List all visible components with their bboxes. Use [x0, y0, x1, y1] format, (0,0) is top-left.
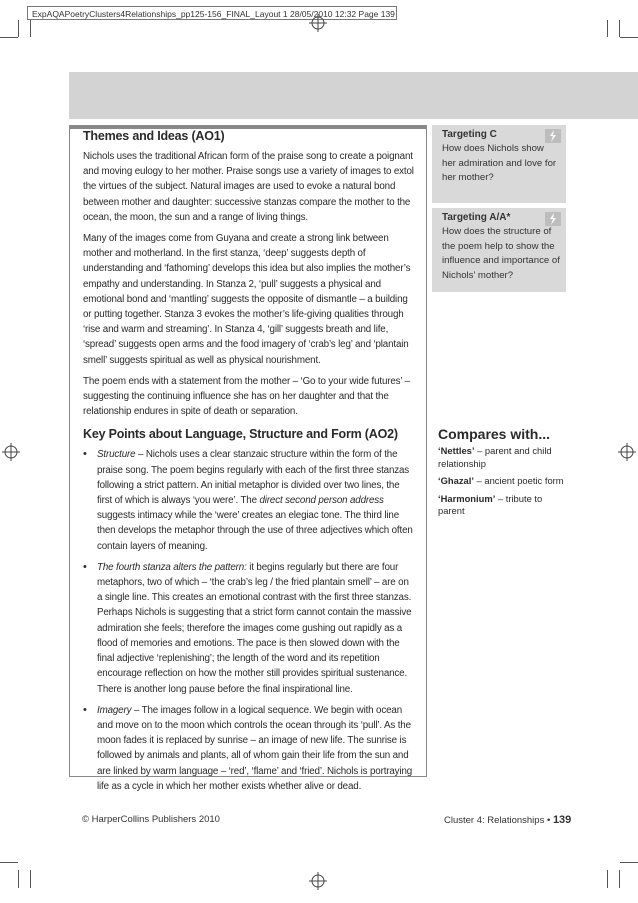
crop-mark: [18, 870, 19, 888]
registration-mark-icon: [309, 872, 327, 890]
box-heading: Targeting C: [442, 129, 497, 140]
crop-mark: [18, 20, 19, 37]
paragraph: The poem ends with a statement from the mother – ‘Go to your wide futures’ – suggesting the continuing influence she has on her daughter and that the relationship endures in spite of death or separation.: [83, 375, 410, 418]
crop-mark: [619, 870, 620, 888]
page-footer: Cluster 4: Relationships • 139: [444, 814, 572, 826]
paragraph: Nichols uses the traditional African form of the praise song to create a poignant and moving eulogy to her mother. Praise songs use a variety of images to extol the virtues of the subject. Natural images are used to evoke a natural bond between mother and daughter: successive stanzas compare the mother to the ocean, the moon, the sun and a range of living things.: [83, 151, 414, 223]
lightning-icon: [545, 212, 561, 226]
box-body: How does Nichols show her admiration and love for her mother?: [442, 143, 557, 183]
crop-mark: [620, 37, 638, 38]
crop-mark: [607, 20, 608, 37]
page-number: 139: [552, 814, 572, 826]
crop-mark: [620, 862, 638, 863]
crop-mark: [607, 870, 608, 888]
registration-mark-icon: [2, 443, 20, 461]
section-title-themes: Themes and Ideas (AO1): [83, 129, 225, 143]
box-heading: Targeting A/A*: [442, 212, 511, 223]
targeting-a-box: [432, 208, 566, 292]
registration-mark-icon: [309, 14, 327, 32]
list-item: ‘Harmonium’ – tribute to parent: [438, 492, 543, 516]
crop-mark: [0, 37, 18, 38]
list-item: ‘Nettles’ – parent and child relationship: [438, 445, 552, 469]
main-text-box: [69, 125, 427, 792]
crop-mark: [30, 20, 31, 37]
crop-mark: [30, 870, 31, 888]
lightning-icon: [545, 129, 561, 143]
registration-mark-icon: [618, 443, 636, 461]
key-points-list: [83, 447, 416, 793]
paragraph: Many of the images come from Guyana and create a strong link between mother and motherland. In the first stanza, ‘deep’ suggests depth of understanding and ‘fathoming’ develops this idea but also implies the mother’s empathy and understanding. In Stanza 2, ‘pull’ suggests a physical and emotional bond and ‘mantling’ suggests the opposite of dismantle – a building or putting together. Stanza 3 evokes the mother’s life-giving qualities through ‘rise and warm and streaming’. In Stanza 4, ‘gill’ suggests breath and life, ‘spread’ suggests open arms and the food imagery of ‘crab’s leg’ and ‘plantain smell’ suggests spiritual as well as physical nourishment.: [83, 233, 411, 366]
box-body: How does the structure of the poem help to show the influence and importance of Nichols’ mother?: [442, 226, 560, 281]
crop-mark: [619, 20, 620, 37]
targeting-c-box: [432, 125, 566, 203]
compares-list: [438, 445, 568, 523]
compares-title: Compares with...: [438, 426, 551, 442]
list-item: ‘Ghazal’ – ancient poetic form: [438, 475, 564, 486]
list-item: • Imagery – The images follow in a logical sequence. We begin with ocean and move on to the moon which controls the ocean through its ‘pull’. As the moon fades it is replaced by sunrise – an image of new life. The sunrise is followed by animals and plants, all of whom gain their life from the sun and are linked by warm language – ‘red’, ‘flame’ and ‘fried’. Nichols is portraying life as a cycle in which her mother exists whether alive or dead.: [83, 703, 416, 794]
list-item: • The fourth stanza alters the pattern: it begins regularly but there are four metaphors, two of which – ‘the crab’s leg / the fried plantain smell’ – are on a single line. This creates an emotional contrast with the first three stanzas. Perhaps Nichols is suggesting that a strict form cannot contain the massive admiration she feels; therefore the images come gushing out rapidly as a flood of memories and emotions. The pace is then slowed down with the final adjective ‘replenishing’; the length of the word and its repetition encourage reflection on how the mother still provides spiritual sustenance. There is another long pause before the final inspirational line.: [83, 560, 416, 697]
list-item: • Structure – Nichols uses a clear stanzaic structure within the form of the praise song. The poem begins regularly with each of the first three stanzas following a strict pattern. An initial metaphor is divided over two lines, the first of which is always ‘you were’. The direct second person address suggests intimacy while the ‘were’ creates an elegiac tone. The third line then develops the metaphor through the use of three adjectives which often contain layers of meaning.: [83, 447, 416, 553]
print-slug: ExpAQAPoetryClusters4Relationships_pp125-156_FINAL_Layout 1 28/05/2010 12:32 Page 139: [27, 6, 397, 20]
crop-mark: [0, 862, 18, 863]
copyright: © HarperCollins Publishers 2010: [82, 814, 220, 825]
section-title-key-points: Key Points about Language, Structure and Form (AO2): [83, 427, 398, 442]
header-band: [69, 72, 638, 119]
